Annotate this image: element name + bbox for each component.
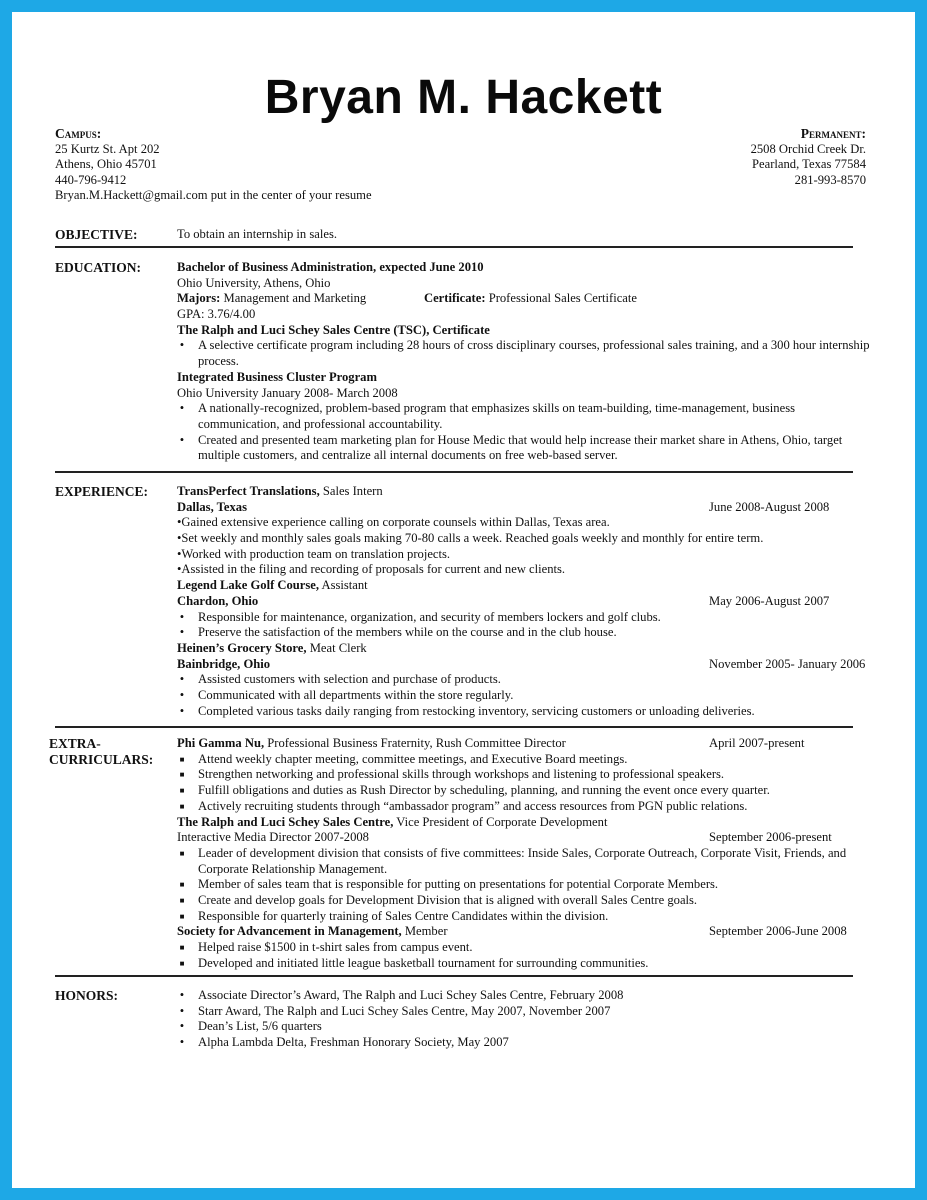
list-item: • Completed various tasks daily ranging from restocking inventory, servicing customers or unloading deliveries. — [177, 704, 877, 720]
extracurriculars-label: EXTRA- CURRICULARS: — [49, 736, 154, 767]
list-item: • Associate Director’s Award, The Ralph and Luci Schey Sales Centre, February 2008 — [177, 988, 877, 1004]
activity-dates: April 2007-present — [709, 736, 805, 750]
list-item: • Communicated with all departments within the store regularly. — [177, 688, 877, 704]
list-item: • A selective certificate program including 28 hours of cross disciplinary courses, professional sales training, and a 300 hour internship process. — [177, 338, 877, 369]
square-bullet-icon: ■ — [179, 848, 185, 858]
list-item: ■ Attend weekly chapter meeting, committee meetings, and Executive Board meetings. — [177, 752, 877, 768]
bullet-icon: • — [179, 703, 185, 718]
list-item: •Assisted in the filing and recording of proposals for current and new clients. — [177, 562, 566, 577]
list-item: •Set weekly and monthly sales goals making 70-80 calls a week. Reached goals weekly and monthly for entire term. — [177, 531, 764, 546]
permanent-label: Permanent: — [800, 126, 866, 141]
activity-header: The Ralph and Luci Schey Sales Centre, Vice President of Corporate Development — [177, 814, 608, 829]
activity-header: Phi Gamma Nu, Professional Business Fraternity, Rush Committee Director April 2007-present — [177, 736, 805, 750]
objective-label: OBJECTIVE: — [55, 227, 138, 242]
list-item: ■ Helped raise $1500 in t-shirt sales from campus event. — [177, 940, 877, 956]
majors-label: Majors: — [177, 291, 221, 306]
majors-line — [177, 291, 877, 307]
certificate-line — [424, 291, 637, 307]
candidate-name: Bryan M. Hackett — [264, 71, 663, 124]
job-dates: June 2008-August 2008 — [709, 499, 830, 514]
square-bullet-icon: ■ — [179, 943, 185, 953]
job-dates: November 2005- January 2006 — [709, 656, 866, 671]
job-header: Legend Lake Golf Course, Assistant — [177, 578, 368, 593]
bullet-icon: • — [179, 625, 185, 640]
list-item: ■ Member of sales team that is responsible for putting on presentations for potential Corporate Members. — [177, 877, 877, 893]
bullet-icon: • — [179, 432, 185, 447]
bullet-icon: • — [179, 609, 185, 624]
certificate-label: Certificate: — [424, 291, 486, 306]
section-divider — [55, 246, 853, 248]
bullet-icon: • — [179, 672, 185, 687]
bullet-icon: • — [179, 1019, 185, 1034]
activity-dates: September 2006-June 2008 — [709, 924, 847, 939]
job-location: Chardon, Ohio May 2006-August 2007 — [177, 593, 830, 608]
list-item: •Worked with production team on translation projects. — [177, 546, 451, 561]
section-divider — [55, 975, 853, 977]
list-item: ■ Fulfill obligations and duties as Rush Director by scheduling, planning, and running the event once every quarter. — [177, 783, 877, 799]
list-item: ■ Create and develop goals for Development Division that is aligned with overall Sales Centre goals. — [177, 893, 877, 909]
education-label: EDUCATION: — [55, 260, 142, 275]
list-item: • Created and presented team marketing plan for House Medic that would help increase their market share in Athens, Ohio, target multiple customers, and centralize all internal documents on free web-based server. — [177, 433, 877, 464]
job-dates: May 2006-August 2007 — [709, 593, 830, 608]
degree-title: Bachelor of Business Administration, expected June 2010 — [177, 260, 484, 274]
square-bullet-icon: ■ — [179, 801, 185, 811]
bullet-icon: • — [179, 1003, 185, 1018]
list-item: • Starr Award, The Ralph and Luci Schey Sales Centre, May 2007, November 2007 — [177, 1004, 877, 1020]
honors-label: HONORS: — [55, 988, 119, 1003]
permanent-city: Pearland, Texas 77584 — [752, 157, 866, 172]
list-item: • Preserve the satisfaction of the members while on the course and in the club house. — [177, 625, 877, 641]
list-item: ■ Developed and initiated little league basketball tournament for surrounding communities. — [177, 956, 877, 972]
permanent-street: 2508 Orchid Creek Dr. — [750, 141, 866, 156]
square-bullet-icon: ■ — [179, 754, 185, 764]
campus-email: Bryan.M.Hackett@gmail.com put in the center of your resume — [55, 188, 372, 203]
list-item: • Alpha Lambda Delta, Freshman Honorary Society, May 2007 — [177, 1035, 877, 1051]
list-item: • A nationally-recognized, problem-based program that emphasizes skills on team-building, time-management, business communication, and professional accountability. — [177, 401, 877, 432]
job-header: TransPerfect Translations, Sales Intern — [177, 484, 383, 498]
bullet-icon: • — [179, 338, 185, 353]
campus-label: Campus: — [55, 126, 102, 141]
majors-value: Management and Marketing — [223, 291, 367, 306]
bullet-icon: • — [179, 988, 185, 1002]
objective-text: To obtain an internship in sales. — [177, 227, 338, 241]
section-divider — [55, 726, 853, 728]
school-name: Ohio University, Athens, Ohio — [177, 275, 331, 290]
activity-subrole: Interactive Media Director 2007-2008 September 2006-present — [177, 830, 832, 845]
activity-header: Society for Advancement in Management, Member September 2006-June 2008 — [177, 924, 847, 939]
certificate-value: Professional Sales Certificate — [488, 291, 637, 306]
list-item: • Responsible for maintenance, organization, and security of members lockers and golf clubs. — [177, 610, 877, 626]
campus-city: Athens, Ohio 45701 — [55, 157, 157, 172]
square-bullet-icon: ■ — [179, 880, 185, 890]
gpa: GPA: 3.76/4.00 — [177, 307, 256, 322]
bullet-icon: • — [179, 687, 185, 702]
list-item: • Dean’s List, 5/6 quarters — [177, 1019, 877, 1035]
activity-dates: September 2006-present — [709, 830, 832, 845]
square-bullet-icon: ■ — [179, 895, 185, 905]
section-divider — [55, 471, 853, 473]
list-item: ■ Strengthen networking and professional skills through workshops and listening to professional speakers. — [177, 767, 877, 783]
ibc-dates: Ohio University January 2008- March 2008 — [177, 385, 398, 400]
bullet-icon: • — [179, 401, 185, 416]
list-item: ■ Actively recruiting students through “ambassador program” and access resources from PGN public relations. — [177, 799, 877, 815]
square-bullet-icon: ■ — [179, 958, 185, 968]
list-item: ■ Responsible for quarterly training of Sales Centre Candidates within the division. — [177, 909, 877, 925]
square-bullet-icon: ■ — [179, 786, 185, 796]
experience-label: EXPERIENCE: — [55, 484, 149, 499]
list-item: • Assisted customers with selection and purchase of products. — [177, 672, 877, 688]
square-bullet-icon: ■ — [179, 911, 185, 921]
permanent-address — [751, 126, 866, 188]
tsc-certificate-title: The Ralph and Luci Schey Sales Centre (TSC), Certificate — [177, 322, 490, 337]
job-location: Dallas, Texas June 2008-August 2008 — [177, 499, 830, 514]
bullet-icon: • — [179, 1035, 185, 1050]
list-item: •Gained extensive experience calling on corporate counsels within Dallas, Texas area. — [177, 515, 610, 530]
job-location: Bainbridge, Ohio November 2005- January 2006 — [177, 656, 866, 671]
ibc-title: Integrated Business Cluster Program — [177, 369, 377, 384]
campus-address — [55, 126, 372, 204]
permanent-phone: 281-993-8570 — [794, 172, 866, 187]
list-item: ■ Leader of development division that consists of five committees: Inside Sales, Corporate Outreach, Corporate Visit, Friends, and Corporate Relationship Management. — [177, 846, 877, 877]
square-bullet-icon: ■ — [179, 770, 185, 780]
campus-phone: 440-796-9412 — [55, 172, 127, 187]
job-header: Heinen’s Grocery Store, Meat Clerk — [177, 640, 367, 655]
campus-street: 25 Kurtz St. Apt 202 — [55, 141, 160, 156]
